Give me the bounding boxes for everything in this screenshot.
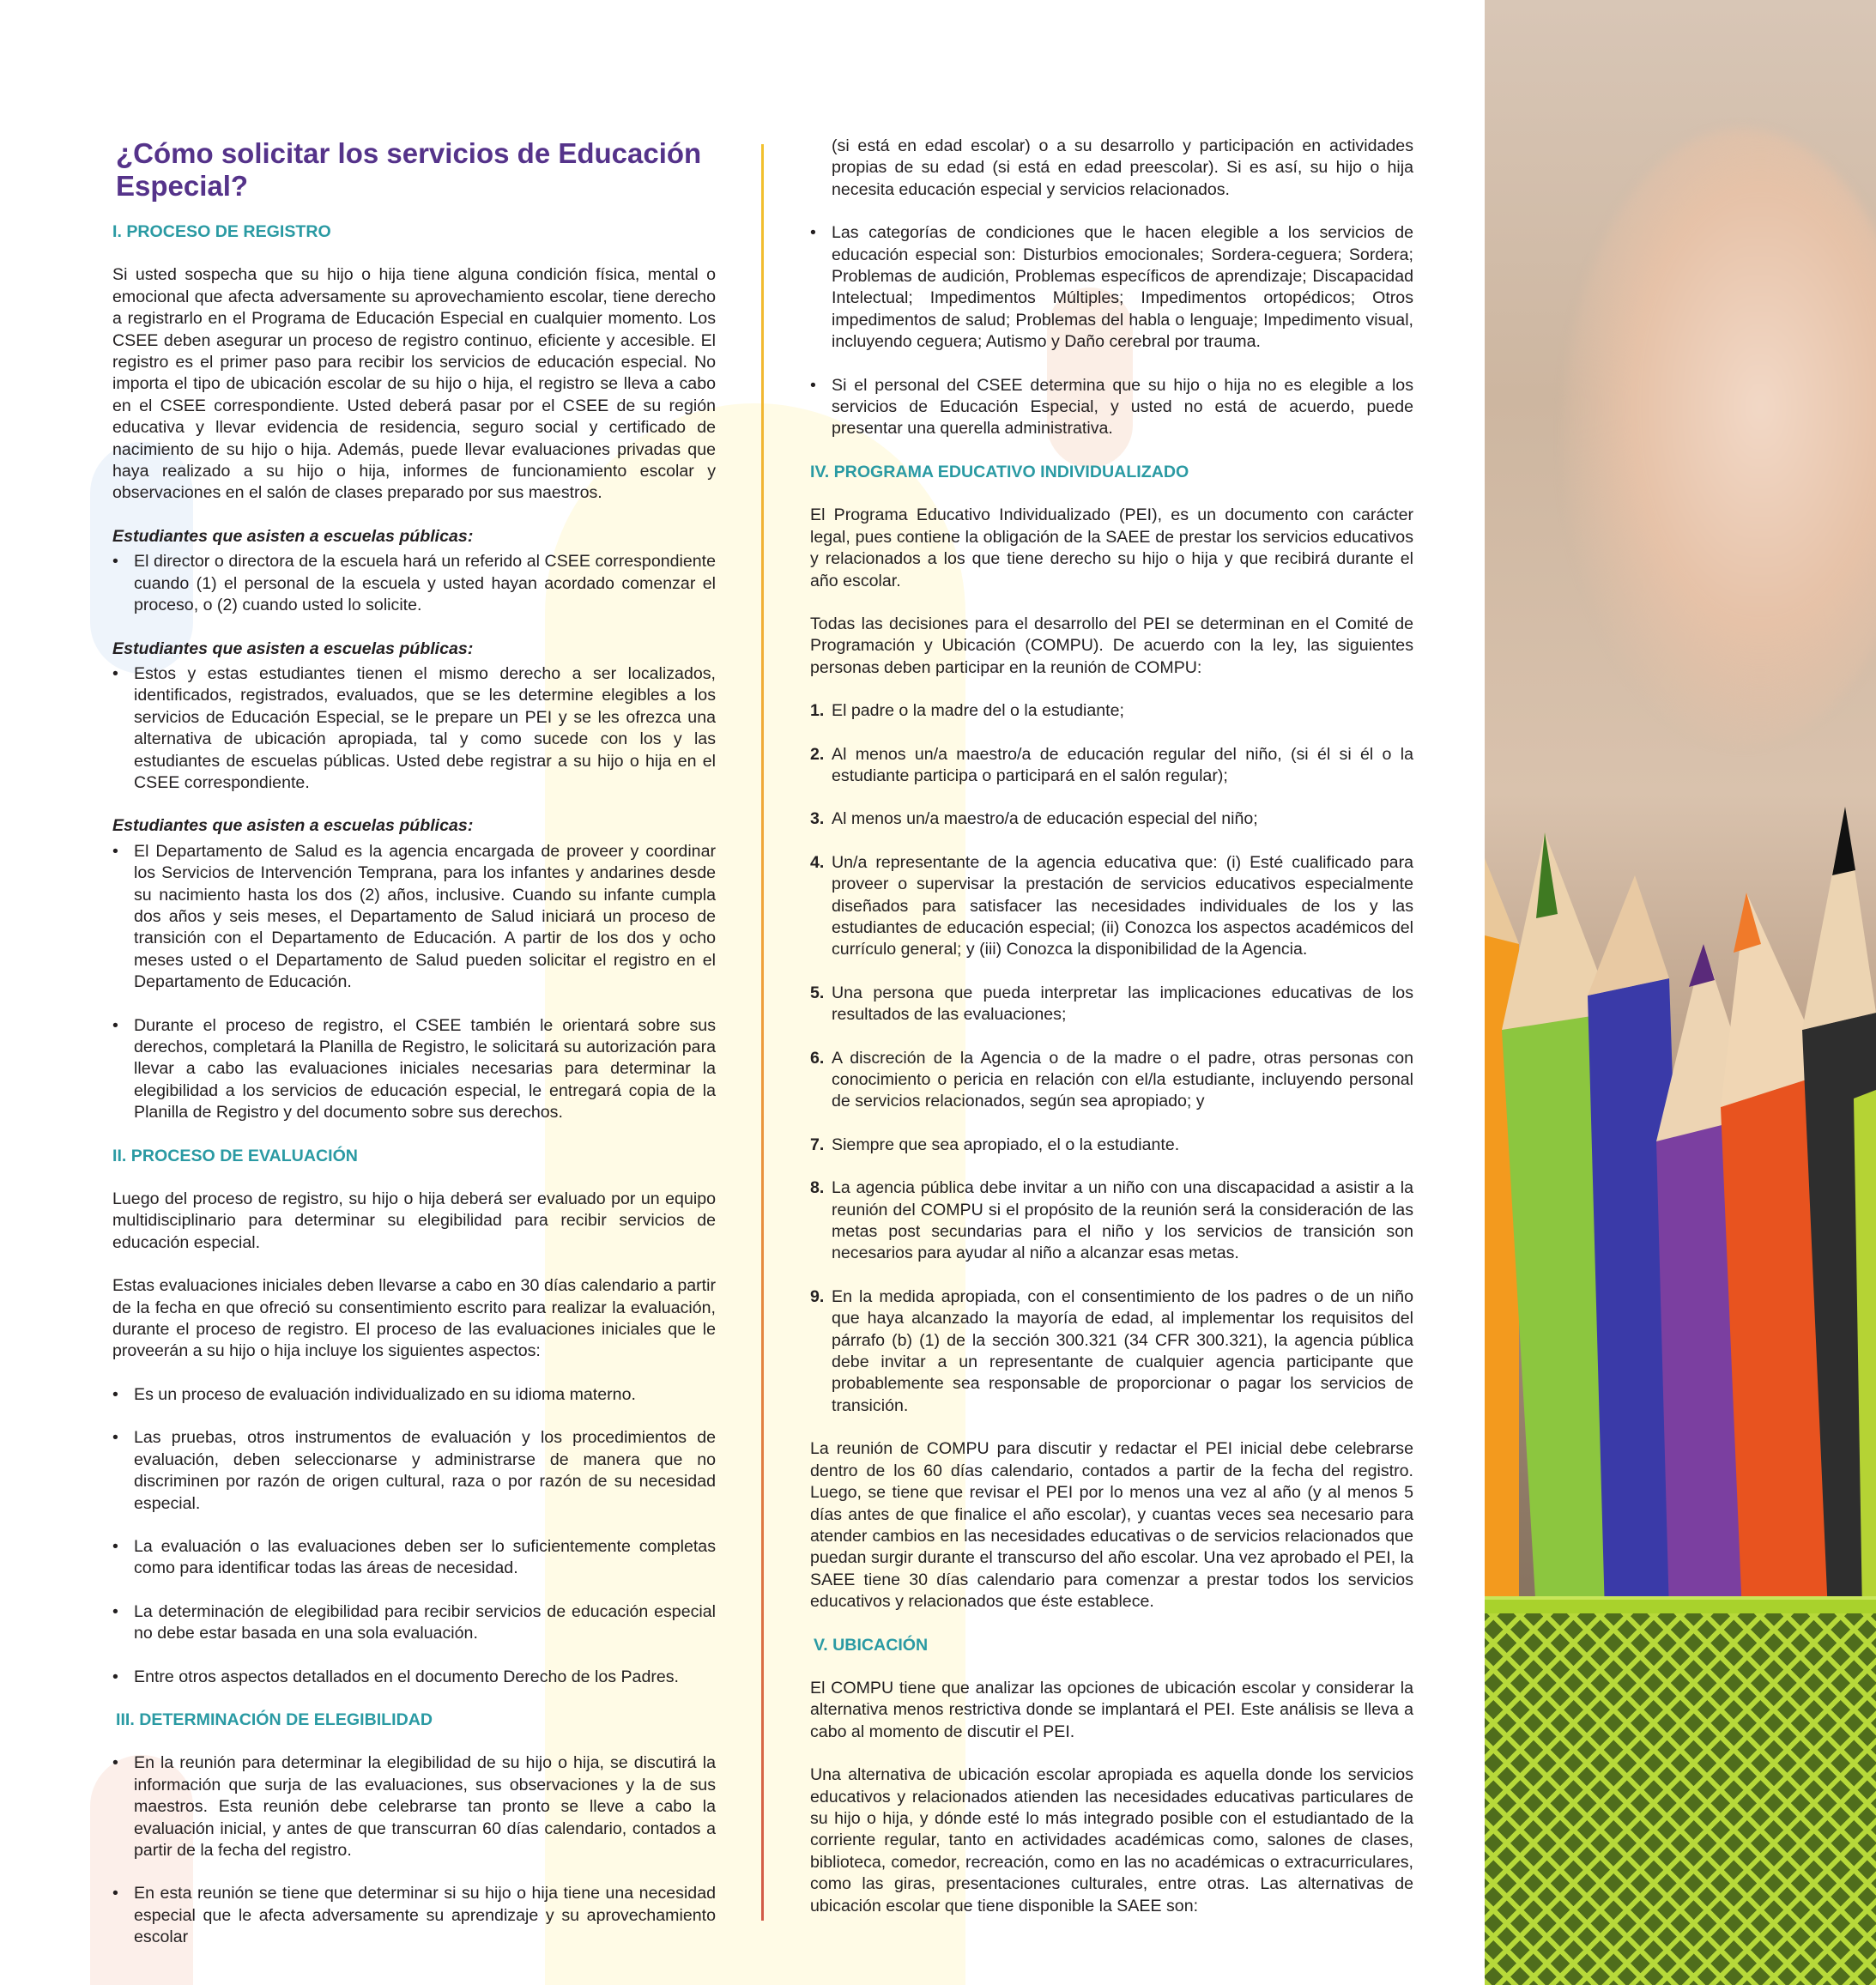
- item-number: 6.: [810, 1048, 825, 1068]
- item-text: Una persona que pueda interpretar las implicaciones educativas de los resultados de las evaluaciones;: [832, 983, 1413, 1025]
- list-item: • Es un proceso de evaluación individualizado en su idioma materno.: [112, 1384, 716, 1406]
- pei-paragraph-3: La reunión de COMPU para discutir y redactar el PEI inicial debe celebrarse dentro de los 60 días calendario, contados a partir de la fecha del registro. Luego, se tiene que revisar el PEI por lo menos una vez al año (y al menos 5 días antes de que finalice el año escolar), y cuantas veces sea necesario para atender cambios en las necesidades educativas o de servicios relacionados que puedan surgir durante el transcurso del año escolar. Una vez aprobado el PEI, la SAEE tiene 30 días calendario para comenzar a prestar todos los servicios educativos y relacionados que éste establece.: [810, 1439, 1413, 1612]
- item-number: 3.: [810, 809, 825, 829]
- list-item: [810, 1286, 1413, 1417]
- item-text: A discreción de la Agencia o de la madre o el padre, otras personas con conocimiento o pericia en relación con el/la estudiante, incluyendo personal de servicios relacionados, según sea apropiado; y: [832, 1048, 1413, 1111]
- list-item: • Las categorías de condiciones que le hacen elegible a los servicios de educación especial son: Disturbios emocionales; Sordera-ceguera; Sordera; Problemas de audición, Problemas específicos de aprendizaje; Discapacidad Intelectual; Impedimentos Múltiples; Impedimentos ortopédicos; Otros impedimentos de salud; Problemas del habla o lenguaje; Impedimento visual, incluyendo ceguera; Autismo y Daño cerebral por trauma.: [810, 222, 1413, 353]
- section-evaluacion-heading: II. PROCESO DE EVALUACIÓN: [112, 1146, 358, 1165]
- left-column: [112, 137, 716, 1970]
- right-column: [810, 136, 1413, 1939]
- section-pei-heading: IV. PROGRAMA EDUCATIVO INDIVIDUALIZADO: [810, 462, 1189, 481]
- list-item: • El director o directora de la escuela hará un referido al CSEE correspondiente cuando (1) el personal de la escuela y usted hayan acordado comenzar el proceso, o (2) cuando usted lo solicite.: [112, 551, 716, 616]
- list-item: • Durante el proceso de registro, el CSEE también le orientará sobre sus derechos, completará la Planilla de Registro, le solicitará su autorización para llevar a cabo las evaluaciones iniciales necesarias para determinar la elegibilidad a los servicios de educación especial, le entregará copia de la Planilla de Registro y del documento sobre sus derechos.: [112, 1015, 716, 1124]
- section-ubicacion-heading: V. UBICACIÓN: [814, 1635, 929, 1655]
- ubicacion-paragraph-2: Una alternativa de ubicación escolar apropiada es aquella donde los servicios educativos y relacionados atienden las necesidades educativas particulares de su hijo o hija, y dónde esté lo más integrado posible con el estudiantado de la corriente regular, tanto en actividades académicas como, salones de clases, biblioteca, comedor, recreación, como en las no académicas o extracurriculares, como las giras, presentaciones culturales, entre otras. Las alternativas de ubicación escolar que tiene disponible la SAEE son:: [810, 1765, 1413, 1915]
- list-item: [810, 1048, 1413, 1113]
- list-item: [810, 808, 1413, 830]
- evaluacion-paragraph-1: Luego del proceso de registro, su hijo o hija deberá ser evaluado por un equipo multidisciplinario para determinar su elegibilidad para recibir servicios de educación especial.: [112, 1189, 716, 1252]
- item-number: 7.: [810, 1135, 825, 1154]
- ubicacion-paragraph-1: El COMPU tiene que analizar las opciones de ubicación escolar y considerar la alternativa menos restrictiva donde se implantará el PEI. Este análisis se lleva a cabo al momento de discutir el PEI.: [810, 1678, 1413, 1741]
- list-item: • En la reunión para determinar la elegibilidad de su hijo o hija, se discutirá la información que surja de las evaluaciones, sus observaciones y la de sus maestros. Esta reunión debe celebrarse tan pronto se lleve a cabo la evaluación inicial, y antes de que transcurran 60 días calendario, contados a partir de la fecha del registro.: [112, 1752, 716, 1861]
- item-number: 4.: [810, 852, 825, 872]
- list-item: [810, 852, 1413, 961]
- list-item: [810, 1135, 1413, 1156]
- bullet-list: [112, 663, 716, 794]
- pencil-holder-mesh: [1485, 1613, 1876, 1985]
- list-item: [810, 1177, 1413, 1265]
- bullet-list: [112, 551, 716, 616]
- bullet-list: [810, 222, 1413, 440]
- pencils-photo: [1485, 0, 1876, 1985]
- item-number: 1.: [810, 701, 825, 721]
- subheading-publicas-1: Estudiantes que asisten a escuelas públicas:: [112, 526, 474, 546]
- item-text: En la medida apropiada, con el consentimiento de los padres o de un niño que haya alcanzado la mayoría de edad, al implementar los requisitos del párrafo (b) (1) de la sección 300.321 (34 CFR 300.321), la agencia pública debe invitar a un representante de cualquier agencia participante que probablemente sea responsable de proporcionar o pagar los servicios de transición.: [832, 1286, 1413, 1415]
- list-item: [810, 700, 1413, 722]
- list-item: • Estos y estas estudiantes tienen el mismo derecho a ser localizados, identificados, registrados, evaluados, que se les determine elegibles a los servicios de Educación Especial, se le prepare un PEI y se les ofrezca una alternativa de ubicación apropiada, tal y como sucede con los y las estudiantes de escuelas públicas. Usted debe registrar a su hijo o hija en el CSEE correspondiente.: [112, 663, 716, 794]
- item-text: Un/a representante de la agencia educativa que: (i) Esté cualificado para proveer o supervisar la prestación de servicios educativos especialmente diseñados para satisfacer las necesidades individuales de los y las estudiantes de educación especial; (ii) Conozca los aspectos académicos del currículo general; y (iii) Conozca la disponibilidad de la Agencia.: [832, 852, 1413, 959]
- page-title: ¿Cómo solicitar los servicios de Educación Especial?: [116, 137, 702, 202]
- bullet-list: [112, 1384, 716, 1688]
- list-item: • En esta reunión se tiene que determinar si su hijo o hija tiene una necesidad especial que le afecta adversamente su aprendizaje y su aprovechamiento escolar: [112, 1883, 716, 1948]
- compu-members-list: [810, 700, 1413, 1417]
- bullet-list: [112, 1752, 716, 1948]
- list-item: • El Departamento de Salud es la agencia encargada de proveer y coordinar los Servicios de Intervención Temprana, para los infantes y andarines desde su nacimiento hasta los dos (2) años, inclusive. Cuando su infante cumpla dos años y seis meses, el Departamento de Salud iniciará un proceso de transición con el Departamento de Educación. A partir de los dos y ocho meses usted o el Departamento de Salud pueden solicitar el registro en el Departamento de Educación.: [112, 841, 716, 994]
- pei-paragraph-1: El Programa Educativo Individualizado (PEI), es un documento con carácter legal, pues contiene la obligación de la SAEE de prestar los servicios educativos y relacionados a los que tiene derecho su hijo o hija y que recibirá durante el año escolar.: [810, 505, 1413, 590]
- pencil-yellow: [1485, 858, 1519, 1613]
- subheading-publicas-3: Estudiantes que asisten a escuelas públicas:: [112, 816, 474, 836]
- list-item: • La evaluación o las evaluaciones deben ser lo suficientemente completas como para identificar todas las áreas de necesidad.: [112, 1536, 716, 1580]
- column-divider: [761, 144, 764, 1921]
- pei-paragraph-2: Todas las decisiones para el desarrollo del PEI se determinan en el Comité de Programación y Ubicación (COMPU). De acuerdo con la ley, las siguientes personas deben participar en la reunión de COMPU:: [810, 614, 1413, 677]
- section-elegibilidad-heading: III. DETERMINACIÓN DE ELEGIBILIDAD: [116, 1710, 433, 1729]
- list-item: • Entre otros aspectos detallados en el documento Derecho de los Padres.: [112, 1667, 716, 1688]
- item-text: El padre o la madre del o la estudiante;: [832, 701, 1124, 721]
- subheading-publicas-2: Estudiantes que asisten a escuelas públicas:: [112, 638, 474, 658]
- list-item: • Las pruebas, otros instrumentos de evaluación y los procedimientos de evaluación, deben seleccionarse y administrarse de manera que no discriminen por razón de origen cultural, raza o por razón de su necesidad especial.: [112, 1427, 716, 1515]
- list-item: • Si el personal del CSEE determina que su hijo o hija no es elegible a los servicios de Educación Especial, y usted no está de acuerdo, puede presentar una querella administrativa.: [810, 375, 1413, 440]
- list-item: • La determinación de elegibilidad para recibir servicios de educación especial no debe estar basada en una sola evaluación.: [112, 1601, 716, 1645]
- item-number: 5.: [810, 983, 825, 1002]
- item-text: Al menos un/a maestro/a de educación especial del niño;: [832, 809, 1258, 829]
- item-number: 9.: [810, 1286, 825, 1306]
- item-number: 8.: [810, 1178, 825, 1198]
- continued-bullet-text: (si está en edad escolar) o a su desarrollo y participación en actividades propias de su edad (si está en edad preescolar). Si es así, su hijo o hija necesita educación especial y servicios relacionados.: [832, 136, 1413, 199]
- item-text: Siempre que sea apropiado, el o la estudiante.: [832, 1135, 1180, 1154]
- section-registro-heading: I. PROCESO DE REGISTRO: [112, 222, 331, 241]
- list-item: [810, 983, 1413, 1026]
- item-number: 2.: [810, 744, 825, 764]
- item-text: Al menos un/a maestro/a de educación regular del niño, (si él si él o la estudiante participa o participará en el salón regular);: [832, 744, 1413, 785]
- bullet-list: [112, 841, 716, 1124]
- item-text: La agencia pública debe invitar a un niño con una discapacidad a asistir a la reunión del COMPU si el propósito de la reunión será la consideración de las metas post secundarias para el niño y los servicios de transición son necesarios para ayudar al niño a alcanzar esas metas.: [832, 1178, 1413, 1263]
- list-item: [810, 744, 1413, 788]
- registro-paragraph: Si usted sospecha que su hijo o hija tiene alguna condición física, mental o emocional que afecta adversamente su aprovechamiento escolar, tiene derecho a registrarlo en el Programa de Educación Especial en cualquier momento. Los CSEE deben asegurar un proceso de registro continuo, eficiente y accesible. El registro es el primer paso para recibir los servicios de educación especial. No importa el tipo de ubicación escolar de su hijo o hija, el registro se lleva a cabo en el CSEE correspondiente. Usted deberá pasar por el CSEE de su región educativa y llevar evidencia de residencia, seguro social y certificado de nacimiento de su hijo o hija. Además, puede llevar evaluaciones privadas que haya realizado a su hijo o hija, informes de funcionamiento escolar y observaciones en el salón de clases preparado por sus maestros.: [112, 265, 716, 503]
- evaluacion-paragraph-2: Estas evaluaciones iniciales deben llevarse a cabo en 30 días calendario a partir de la fecha en que ofreció su consentimiento escrito para realizar la evaluación, durante el proceso de registro. El proceso de las evaluaciones iniciales que le proveerán a su hijo o hija incluye los siguientes aspectos:: [112, 1276, 716, 1361]
